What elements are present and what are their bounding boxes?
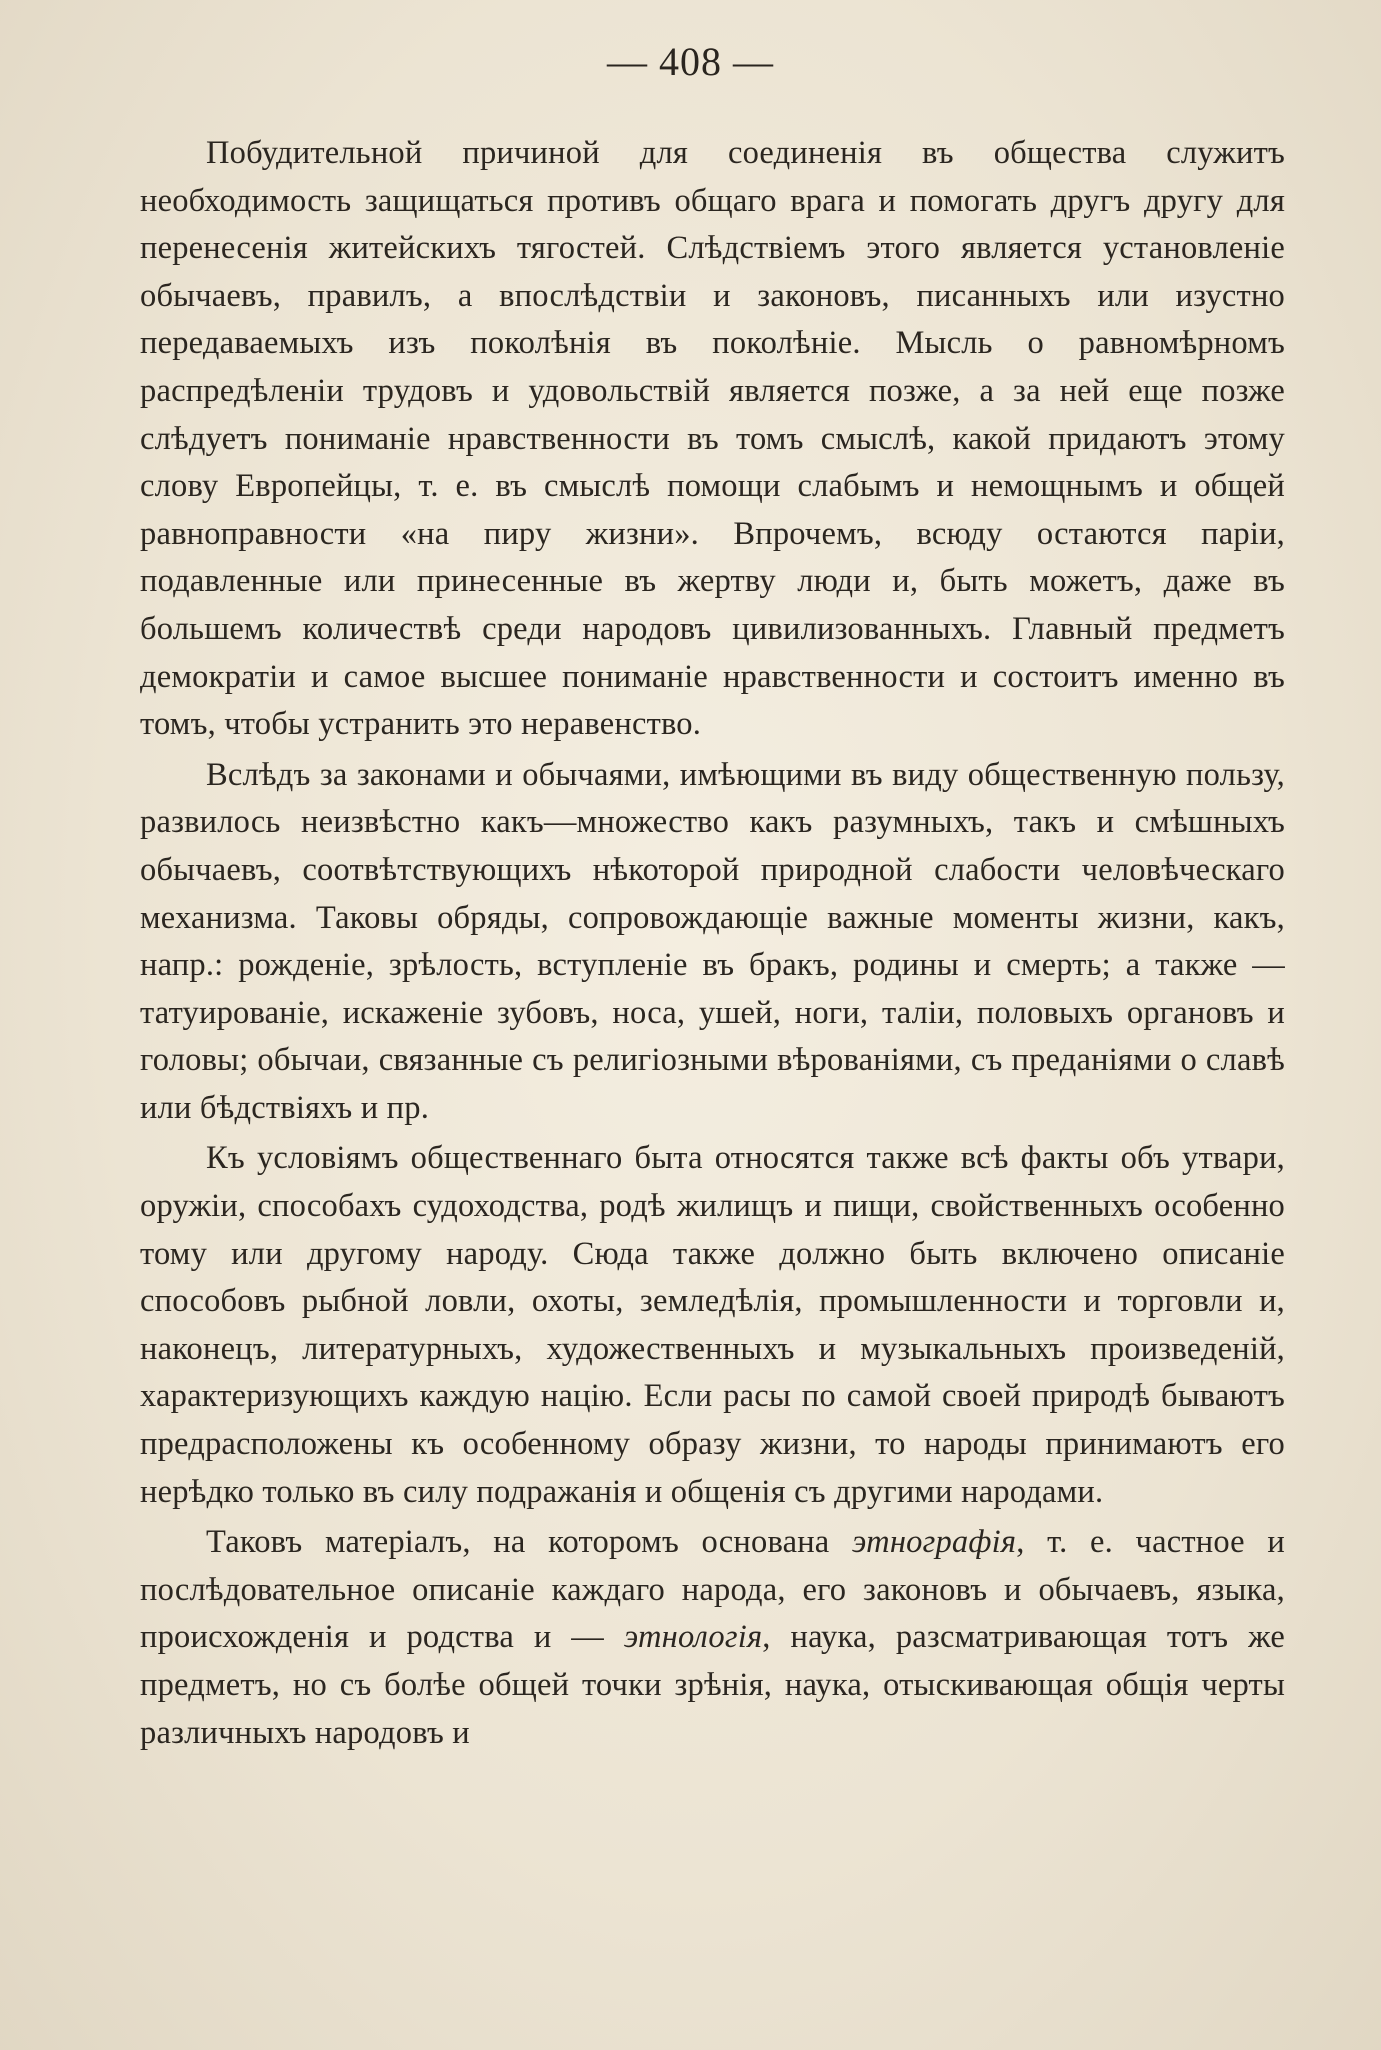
paragraph-4-part-1: Таковъ матеріалъ, на которомъ основана: [206, 1524, 853, 1561]
paragraph-1: Побудительной причиной для соединенія въ общества служитъ необходимость защищаться противъ общаго врага и помогать другъ другу для перенесенія житейскихъ тягостей. Слѣдствіемъ этого является установленіе обычаевъ, правилъ, а впослѣдствіи и законовъ, писанныхъ или изустно передаваемыхъ изъ поколѣнія въ поколѣніе. Мысль о равномѣрномъ распредѣленіи трудовъ и удовольствій является позже, а за ней еще позже слѣдуетъ пониманіе нравственности въ томъ смыслѣ, какой придаютъ этому слову Европейцы, т. е. въ смыслѣ помощи слабымъ и немощнымъ и общей равноправности «на пиру жизни». Впрочемъ, всюду остаются паріи, подавленные или принесенные въ жертву люди и, быть можетъ, даже въ большемъ количествѣ среди народовъ цивилизованныхъ. Главный предметъ демократіи и самое высшее пониманіе нравственности и состоитъ именно въ томъ, чтобы устранить это неравенство.: [140, 135, 1285, 743]
page-number: — 408 —: [607, 39, 774, 84]
term-ethnography: этнографія: [852, 1524, 1017, 1561]
paragraph-4-part-2: , т. е. частное и послѣдовательное описаніе каждаго народа, его законовъ и обычаевъ, языка, происхожденія и родства и —: [140, 1524, 1285, 1656]
paragraph-4: [140, 1519, 1285, 1757]
paragraph-3: Къ условіямъ общественнаго быта относятся также всѣ факты объ утвари, оружіи, способахъ судоходства, родѣ жилищъ и пищи, свойственныхъ особенно тому или другому народу. Сюда также должно быть включено описаніе способовъ рыбной ловли, охоты, земледѣлія, промышленности и торговли и, наконецъ, литературныхъ, художественныхъ и музыкальныхъ произведеній, характеризующихъ каждую націю. Если расы по самой своей природѣ бываютъ предрасположены къ особенному образу жизни, то народы принимаютъ его нерѣдко только въ силу подражанія и общенія съ другими народами.: [140, 1140, 1285, 1510]
term-ethnology: этнологія: [623, 1619, 763, 1656]
paragraph-4-part-3: , наука, разсматривающая тотъ же предметъ, но съ болѣе общей точки зрѣнія, наука, отыскивающая общія черты различныхъ народовъ и: [140, 1619, 1285, 1751]
paragraph-2: Вслѣдъ за законами и обычаями, имѣющими въ виду общественную пользу, развилось неизвѣстно какъ—множество какъ разумныхъ, такъ и смѣшныхъ обычаевъ, соотвѣтствующихъ нѣкоторой природной слабости человѣческаго механизма. Таковы обряды, сопровождающіе важные моменты жизни, какъ, напр.: рожденіе, зрѣлость, вступленіе въ бракъ, родины и смерть; а также — татуированіе, искаженіе зубовъ, носа, ушей, ноги, таліи, половыхъ органовъ и головы; обычаи, связанные съ религіозными вѣрованіями, съ преданіями о славѣ или бѣдствіяхъ и пр.: [140, 756, 1285, 1126]
body-text: [140, 130, 1285, 1760]
